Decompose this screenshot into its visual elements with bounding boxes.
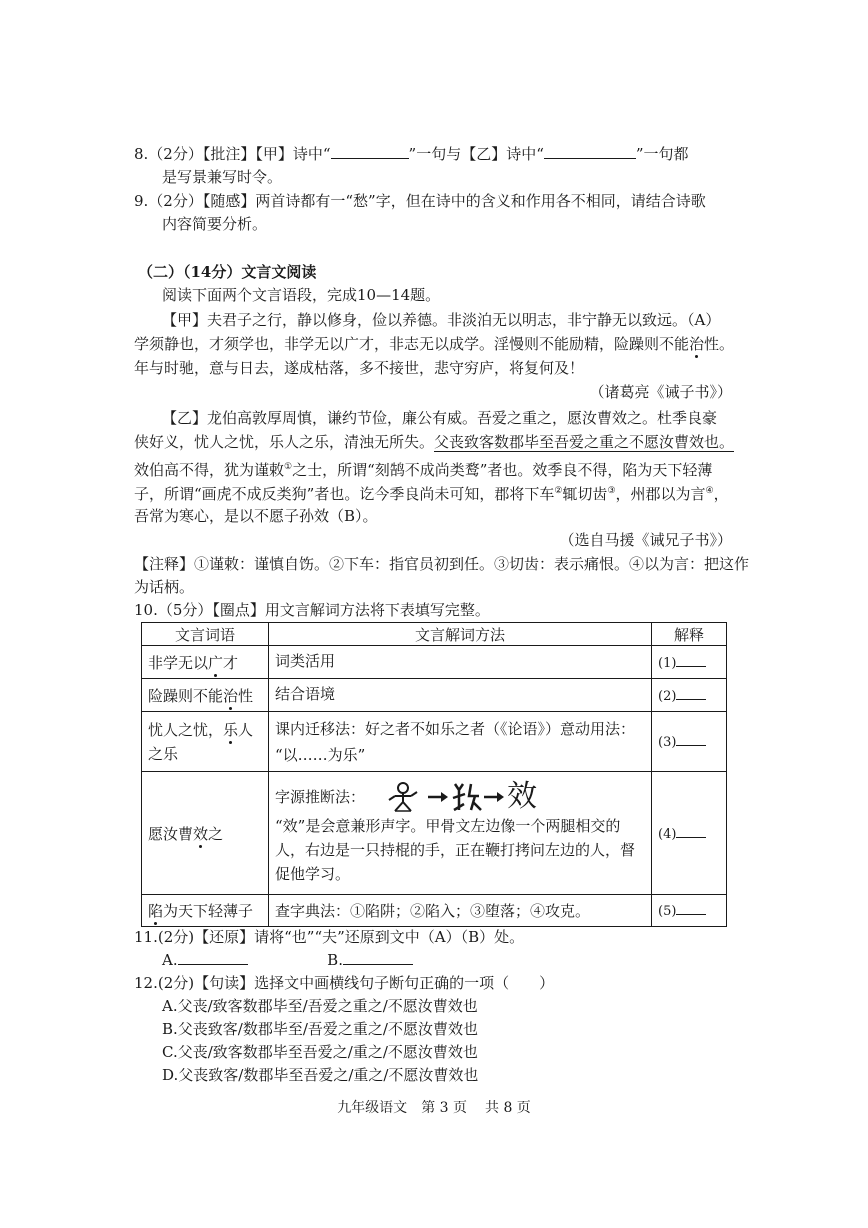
table-row [142, 712, 727, 772]
yi-line2: 侠好义，忧人之忧，乐人之乐，清浊无所失。父丧致客数郡毕至吾爱之重之不愿汝曹效也。 [134, 433, 735, 451]
q11-answers: A. B. [162, 950, 413, 970]
yi-source: （选自马援《诫兄子书》） [559, 531, 732, 549]
row-word: 陷为天下轻薄子 [142, 895, 269, 927]
row-method: 词类活用 [269, 646, 652, 679]
jia-line1: 【甲】夫君子之行，静以修身，俭以养德。非淡泊无以明志，非宁静无以致远。（A） [162, 311, 721, 329]
q8-blank-1[interactable] [331, 144, 409, 159]
q8-blank-2[interactable] [544, 144, 636, 159]
row-method: 课内迁移法：好之者不如乐之者（《论语》）意动用法： “以……为乐” [269, 712, 652, 772]
header-answer: 解释 [652, 623, 727, 646]
row-word: 愿汝曹效之 [142, 772, 269, 895]
section-intro: 阅读下面两个文言语段，完成10—14题。 [162, 286, 441, 304]
q11-blank-a[interactable] [178, 950, 248, 965]
q12-option-d[interactable]: D.父丧致客/数郡毕至吾爱之/重之/不愿汝曹效也 [162, 1066, 479, 1084]
table-row [142, 646, 727, 679]
q12-option-b[interactable]: B.父丧致客/数郡毕至/吾爱之重之/不愿汝曹效也 [162, 1020, 478, 1038]
q8-line1: 8.（2分）【批注】【甲】诗中“ ”一句与【乙】诗中“ ”一句都 [134, 145, 689, 163]
q12-option-a[interactable]: A.父丧/致客数郡毕至/吾爱之重之/不愿汝曹效也 [162, 997, 478, 1015]
q9-line2: 内容简要分析。 [162, 215, 268, 233]
q11-line1: 11.(2分)【还原】请将“也”“夫”还原到文中（A）（B）处。 [134, 928, 525, 946]
row-answer[interactable]: (2) [652, 679, 727, 712]
row-word: 险躁则不能治性 [142, 679, 269, 712]
table-row [142, 895, 727, 927]
row-word: 忧人之忧，乐人之乐 [142, 712, 269, 772]
table-row [142, 679, 727, 712]
q8-line2: 是写景兼写时令。 [162, 168, 283, 186]
bronze-script-glyph-icon [449, 780, 483, 814]
modern-glyph: 效 [507, 779, 538, 814]
q10-title: 10.（5分）【圈点】用文言解词方法将下表填写完整。 [134, 601, 490, 619]
notes-line1: 【注释】①谨敕：谨慎自饬。②下车：指官员初到任。③切齿：表示痛恨。④以为言：把这作 [134, 555, 750, 573]
table-header-row [142, 623, 727, 646]
header-word: 文言词语 [142, 623, 269, 646]
header-method: 文言解词方法 [269, 623, 652, 646]
yi-line1: 【乙】龙伯高敦厚周慎，谦约节俭，廉公有威。吾爱之重之，愿汝曹效之。杜季良豪 [162, 409, 718, 427]
row-answer[interactable]: (3) [652, 712, 727, 772]
row-method: 结合语境 [269, 679, 652, 712]
yi-line3: 效伯高不得，犹为谨敕①之士，所谓“刻鹄不成尚类鹜”者也。效季良不得，陷为天下轻薄 [134, 461, 713, 479]
character-evolution-figure [381, 780, 537, 814]
yi-line5: 吾常为寒心，是以不愿子孙效（B）。 [134, 507, 378, 525]
q12-line1: 12.(2分)【句读】选择文中画横线句子断句正确的一项（ ） [134, 974, 555, 992]
row-answer[interactable]: (4) [652, 772, 727, 895]
arrow-right-icon [483, 791, 505, 803]
q11-blank-b[interactable] [343, 950, 413, 965]
row-method: 查字典法：①陷阱；②陷入；③堕落；④攻克。 [269, 895, 652, 927]
notes-line2: 为话柄。 [134, 578, 195, 596]
q10-table [141, 622, 727, 927]
page-footer: 九年级语文 第 3 页 共 8 页 [337, 1100, 531, 1116]
yi-line4: 子，所谓“画虎不成反类狗”者也。讫今季良尚未可知，郡将下车②辄切齿③，州郡以为言④， [134, 485, 729, 503]
q12-option-c[interactable]: C.父丧/致客数郡毕至吾爱之/重之/不愿汝曹效也 [162, 1043, 478, 1061]
underlined-sentence: 父丧致客数郡毕至吾爱之重之不愿汝曹效也。 [434, 433, 735, 451]
table-row [142, 772, 727, 895]
row-answer[interactable]: (5) [652, 895, 727, 927]
jia-line2: 学须静也，才须学也，非学无以广才，非志无以成学。淫慢则不能励精，险躁则不能治性。 [134, 335, 735, 353]
oracle-bone-glyph-icon [381, 780, 427, 814]
jia-source: （诸葛亮《诫子书》） [589, 383, 732, 401]
section-title: （二）（14分）文言文阅读 [138, 263, 317, 281]
row-method: 字源推断法： 效 “效”是会意兼形声字。甲骨文左边像一个两腿相交的 人，右边是一只持棍的手，正在鞭打拷问左边的人，督 促他学习。 [269, 772, 652, 895]
jia-line3: 年与时驰，意与日去，遂成枯落，多不接世，悲守穷庐，将复何及！ [134, 359, 585, 377]
q9-line1: 9.（2分）【随感】两首诗都有一“愁”字，但在诗中的含义和作用各不相同，请结合诗歌 [134, 192, 706, 210]
row-answer[interactable]: (1) [652, 646, 727, 679]
row-word: 非学无以广才 [142, 646, 269, 679]
arrow-right-icon [427, 791, 449, 803]
